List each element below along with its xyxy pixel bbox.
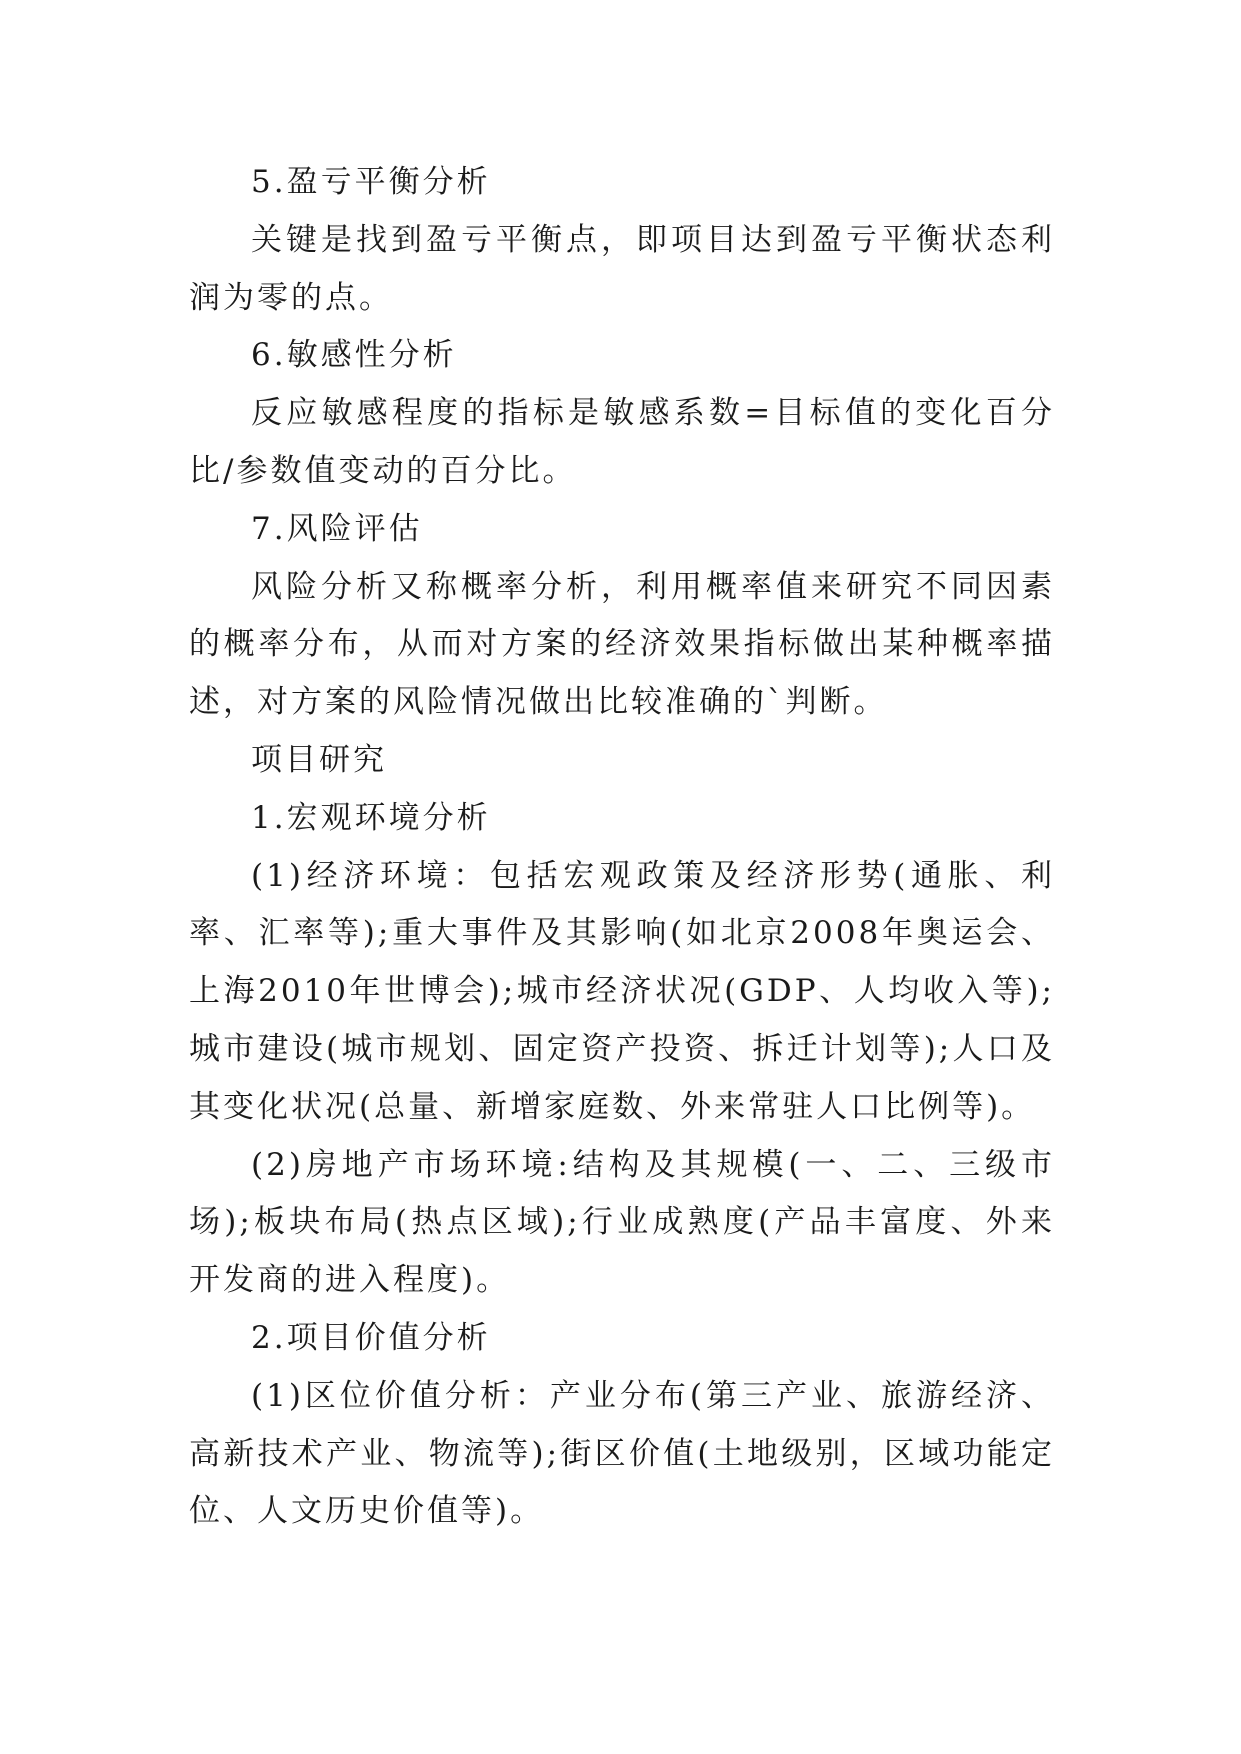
heading-risk-assessment: 7.风险评估: [251, 510, 423, 547]
heading-breakeven-analysis: 5.盈亏平衡分析: [251, 164, 491, 200]
paragraph-location-value: (1)区位价值分析：产业分布(第三产业、旅游经济、高新技术产业、物流等);街区价值(土地级别，区域功能定位、人文历史价值等)。: [189, 1377, 1055, 1530]
document-body: [189, 154, 1055, 1541]
paragraph-economic-environment: (1)经济环境：包括宏观政策及经济形势(通胀、利率、汇率等);重大事件及其影响(如北京2008年奥运会、上海2010年世博会);城市经济状况(GDP、人均收入等);城市建设(城市规划、固定资产投资、拆迁计划等);人口及其变化状况(总量、新增家庭数、外来常驻人口比例等)。: [189, 857, 1055, 1125]
paragraph-real-estate-market: (2)房地产市场环境:结构及其规模(一、二、三级市场);板块布局(热点区域);行业成熟度(产品丰富度、外来开发商的进入程度)。: [189, 1146, 1055, 1299]
heading-project-value: 2.项目价值分析: [251, 1319, 491, 1356]
heading-macro-environment: 1.宏观环境分析: [251, 799, 491, 836]
heading-sensitivity-analysis: 6.敏感性分析: [251, 337, 457, 374]
paragraph-risk-analysis: 风险分析又称概率分析，利用概率值来研究不同因素的概率分布，从而对方案的经济效果指标做出某种概率描述，对方案的风险情况做出比较准确的`判断。: [189, 568, 1055, 721]
paragraph-sensitivity-coefficient: 反应敏感程度的指标是敏感系数=目标值的变化百分比/参数值变动的百分比。: [189, 395, 1055, 489]
heading-project-research: 项目研究: [251, 741, 387, 778]
paragraph-breakeven-point: 关键是找到盈亏平衡点，即项目达到盈亏平衡状态利润为零的点。: [189, 221, 1055, 316]
